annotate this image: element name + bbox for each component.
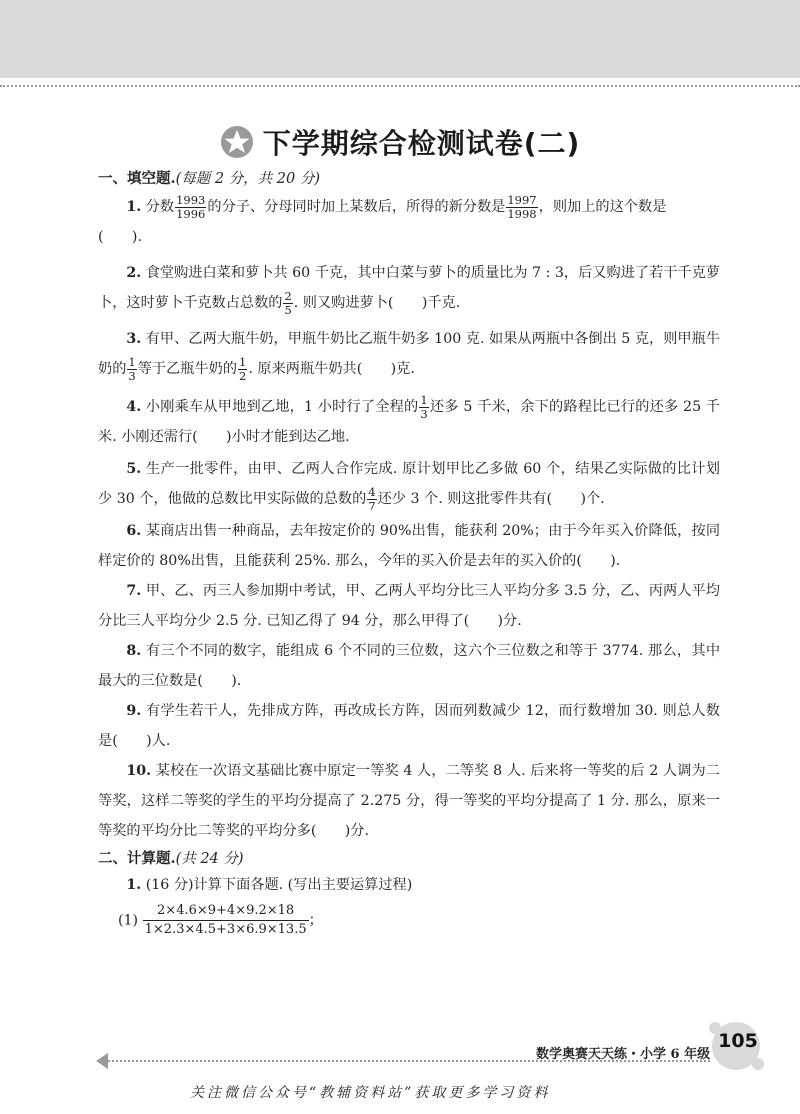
page-title-block	[0, 122, 800, 162]
bottom-note: 关注微信公众号“教辅资料站”获取更多学习资料	[190, 1085, 551, 1101]
big-fraction: $\frac{2\times 4.6\times 9+4\times 9.2\times 18}{1\times 2.3\times 4.5+3\times 6.9\times 13.5}$	[144, 903, 307, 937]
question-1-blank: ( ).	[98, 229, 142, 245]
top-dotted-divider	[0, 85, 800, 87]
fraction: $\frac{1993}{1996}$	[176, 192, 206, 221]
question-1: 1. 分数 $\frac{1993}{1996}$ 的分子、分母同时加上某数后，所得的新分数是 $\frac{1997}{1998}$ ，则加上的这个数是	[126, 192, 667, 221]
question-10: 10. 某校在一次语文基础比赛中原定一等奖 4 人，二等奖 8 人. 后来将一等奖的后 2 人调为二等奖，这样二等奖的学生的平均分提高了 2.275 分，得一等奖的平均分提高了 1 分. 那么，原来一等奖的平均分比二等奖的平均分多( )分.	[98, 763, 720, 839]
question-5: 5. 生产一批零件，由甲、乙两人合作完成. 原计划甲比乙多做 60 个，结果乙实际做的比计划少 30 个，他做的总数比甲实际做的总数的 $\frac{4}{7}$ 还少 3 个. 则这批零件共有( )个.	[98, 461, 720, 513]
fraction: $\frac{1997}{1998}$	[507, 192, 537, 221]
star-badge-icon	[220, 125, 254, 159]
question-3: 3. 有甲、乙两大瓶牛奶，甲瓶牛奶比乙瓶牛奶多 100 克. 如果从两瓶中各倒出 5 克，则甲瓶牛奶的 $\frac{1}{3}$ 等于乙瓶牛奶的 $\frac{1}{2}$ . 原来两瓶牛奶共( )克.	[98, 331, 721, 383]
fraction: $\frac{2}{5}$	[284, 288, 292, 317]
top-gray-band	[0, 0, 800, 78]
exam-content	[98, 166, 720, 939]
page-title: 下学期综合检测试卷(二)	[262, 127, 581, 160]
page-number: 105	[718, 1030, 758, 1052]
question-7: 7. 甲、乙、丙三人参加期中考试，甲、乙两人平均分比三人平均分多 3.5 分，乙、丙两人平均分比三人平均分少 2.5 分. 已知乙得了 94 分，那么甲得了( )分.	[98, 583, 720, 629]
calc-question-1-part-1: (1) $\frac{2\times 4.6\times 9+4\times 9.2\times 18}{1\times 2.3\times 4.5+3\times 6.9\times 13.5}$ ；	[118, 903, 323, 937]
question-4: 4. 小刚乘车从甲地到乙地，1 小时行了全程的 $\frac{1}{3}$ 还多 5 千米，余下的路程比已行的还多 25 千米. 小刚还需行( )小时才能到达乙地.	[98, 392, 720, 445]
section-calculation-heading: 二、计算题.(共 24 分)	[98, 850, 244, 867]
calc-question-1: 1. (16 分)计算下面各题. (写出主要运算过程)	[126, 877, 413, 893]
fraction: $\frac{1}{3}$	[128, 354, 136, 383]
question-6: 6. 某商店出售一种商品，去年按定价的 90%出售，能获利 20%；由于今年买入价降低，按同样定价的 80%出售，且能获利 25%. 那么，今年的买入价是去年的买入价的( ).	[98, 523, 721, 569]
question-9: 9. 有学生若干人，先排成方阵，再改成长方阵，因而列数减少 12，而行数增加 30. 则总人数是( )人.	[98, 703, 720, 749]
book-title: 数学奥赛天天练・小学 6 年级	[536, 1047, 711, 1062]
question-2: 2. 食堂购进白菜和萝卜共 60 千克，其中白菜与萝卜的质量比为 7 : 3，后又购进了若干千克萝卜，这时萝卜千克数占总数的 $\frac{2}{5}$ . 则又购进萝卜( )千克.	[98, 265, 720, 317]
question-8: 8. 有三个不同的数字，能组成 6 个不同的三位数，这六个三位数之和等于 3774. 那么，其中最大的三位数是( ).	[98, 643, 721, 689]
fraction: $\frac{1}{3}$	[420, 392, 428, 421]
section-fill-in-heading: 一、填空题.(每题 2 分，共 20 分)	[98, 170, 320, 187]
fraction: $\frac{1}{2}$	[239, 354, 247, 383]
fraction: $\frac{4}{7}$	[368, 484, 376, 513]
